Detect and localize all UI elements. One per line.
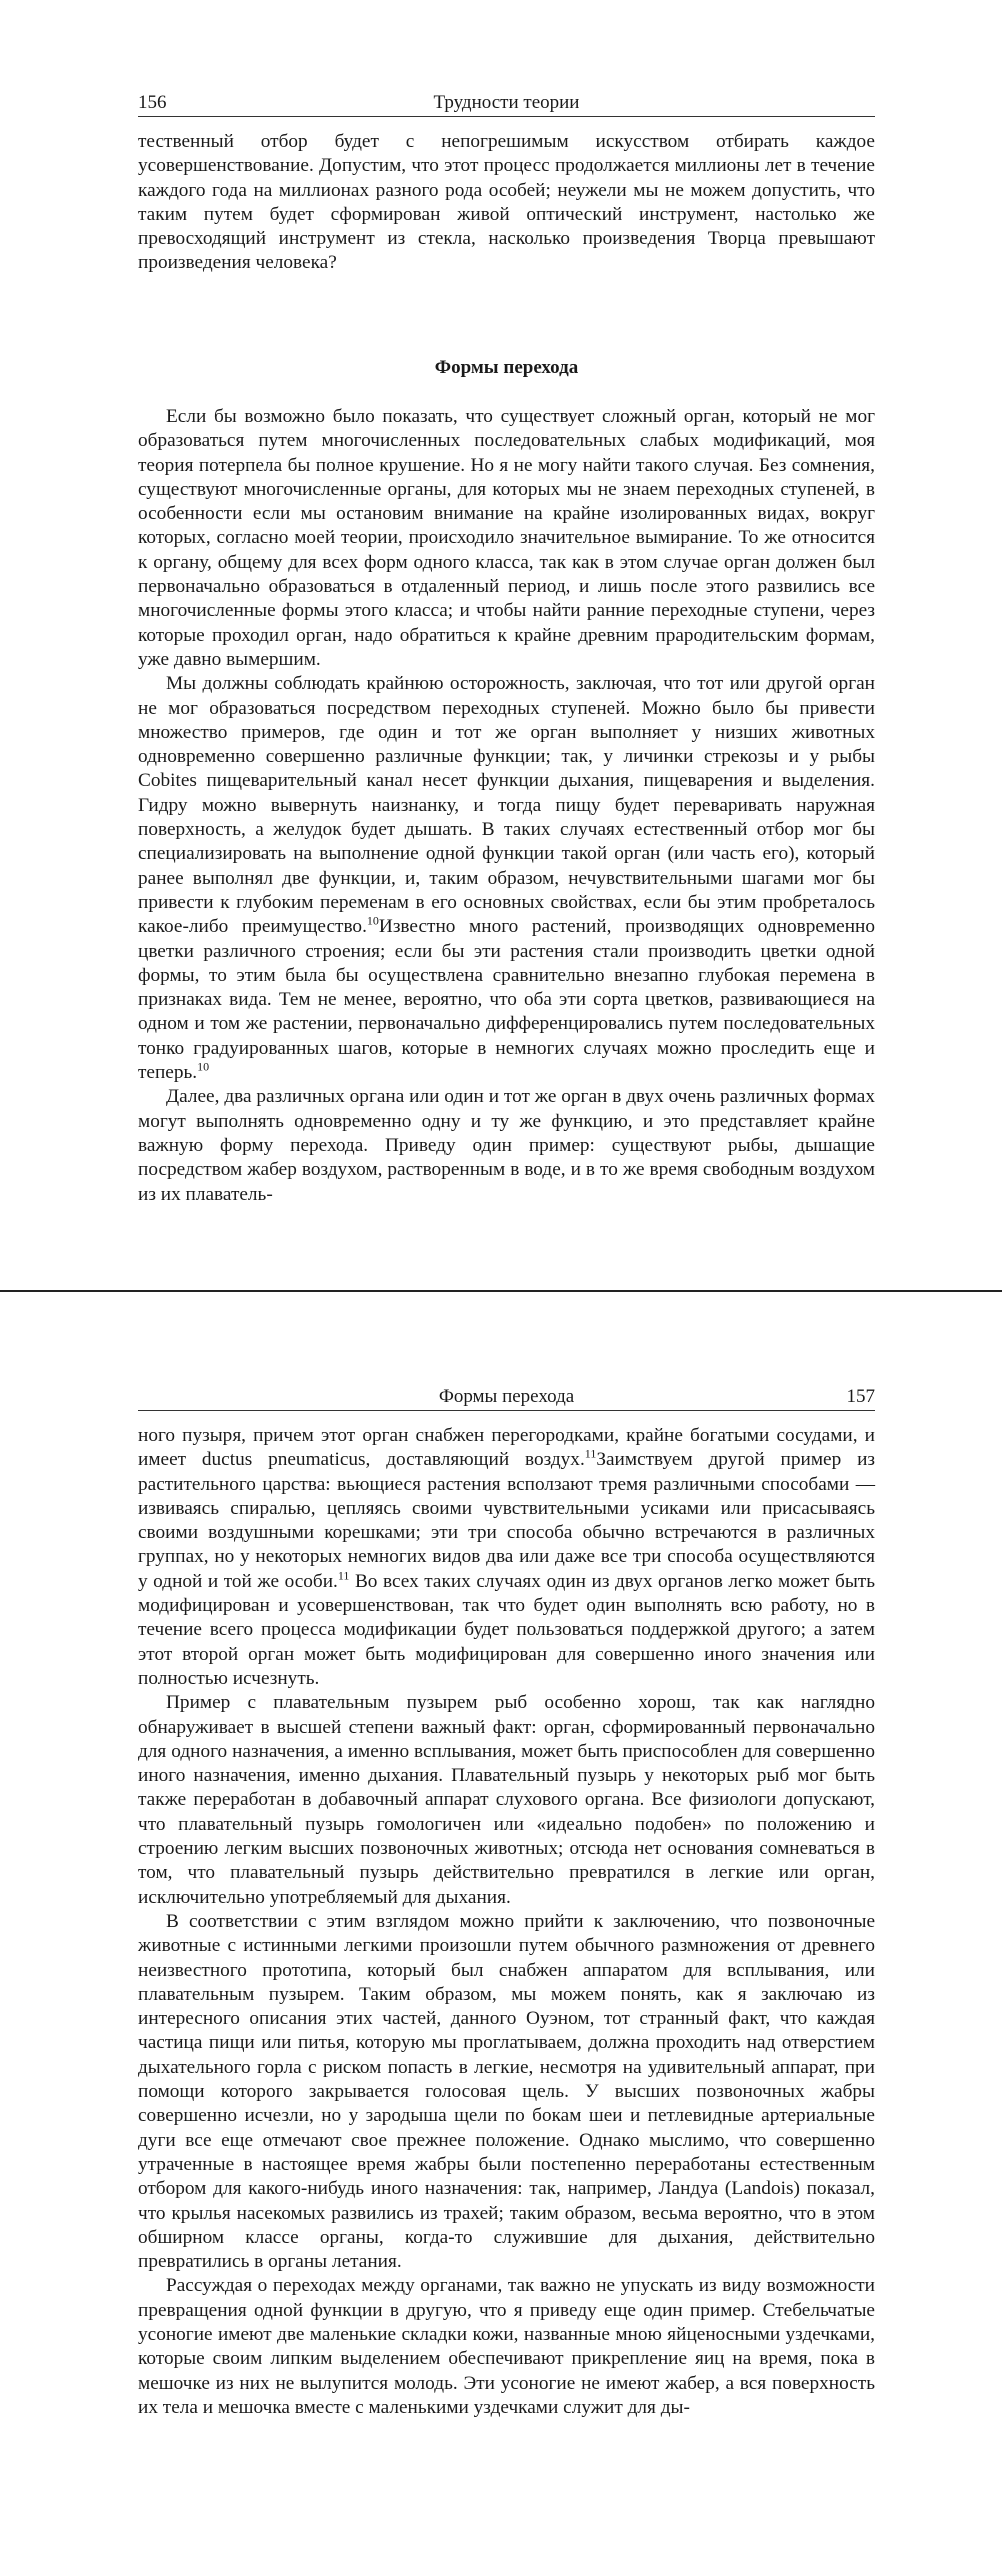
paragraph: Далее, два различных органа или один и тот же орган в двух очень различных формах могут выполнять одновременно одну и ту же функцию, и это представляет крайне важную форму перехода. Приведу один пример: существуют рыбы, дышащие посредством жабер воздухом, растворенным в воде, и в то же время свободным воздухом из их плаватель- — [138, 1086, 875, 1205]
paragraph: В соответствии с этим взглядом можно прийти к заключению, что позвоночные животные с истинными легкими произошли путем обычного размножения от древнего неизвестного прототипа, который был снабжен аппаратом для всплывания, или плавательным пузырем. Таким образом, мы можем понять, как я заключаю из интересного описания этих частей, данного Оуэном, тот странный факт, что каждая частица пищи или питья, которую мы проглатываем, должна проходить над отверстием дыхательного горла с риском попасть в легкие, несмотря на удивительный аппарат, при помощи которого закрывается голосовая щель. У высших позвоночных жабры совершенно исчезли, но у зародыша щели по бокам шеи и петлевидные артериальные дуги все еще отмечают свое прежнее положение. Однако мыслимо, что совершенно утраченные в настоящее время жабры были постепенно переработаны естественным отбором для какого-нибудь иного назначения: так, например, Ландуа (Landois) показал, что крылья насекомых развились из трахей; таким образом, весьма вероятно, что в этом обширном классе органы, когда-то служившие для дыхания, действительно превратились в органы летания. — [138, 1910, 875, 2273]
text-run: Во всех таких случаях один из двух органов легко может быть модифицирован и усовершенствован, так что будет один выполнять всю работу, но в течение всего процесса модификации будет пользоваться поддержкой другого; а затем этот второй орган может быть модифицирован для совершенно иного значения или полностью исчезнуть. — [138, 1570, 875, 1689]
footnote-ref: 10 — [366, 913, 379, 928]
running-header — [138, 90, 875, 117]
page-number: 157 — [846, 1386, 875, 1407]
body-text — [138, 1424, 875, 2420]
paragraph — [138, 1424, 875, 1691]
body-text-top — [138, 130, 875, 276]
text-run: Мы должны соблюдать крайнюю осторожность, заключая, что тот или другой орган не мог образоваться посредством переходных ступеней. Можно было бы привести множество примеров, где один и тот же орган выполняет у низших животных одновременно совершенно различные функции; так, у личинки стрекозы и у рыбы Cobites пищеварительный канал несет функции дыхания, пищеварения и выделения. Гидру можно вывернуть наизнанку, и тогда пищу будет переваривать наружная поверхность, а желудок будет дышать. В таких случаях естественный отбор мог бы специализировать на выполнение одной функции такой орган (или часть его), который ранее выполнял две функции, и, таким образом, нечувствительными шагами мог бы привести к глубоким переменам в его основных свойствах, если бы этим пробреталось какое-либо преимущество. — [138, 673, 875, 938]
text-run: Заимствуем другой пример из растительного царства: вьющиеся растения всползают тремя различными способами — извиваясь спиралью, цепляясь своими чувствительными усиками или присасываясь своими воздушными корешками; эти три способа обычно встречаются в различных группах, но у некоторых немногих видов два или даже все три способа осуществляются у одной и той же особи. — [138, 1449, 875, 1592]
paragraph: Если бы возможно было показать, что существует сложный орган, который не мог образоваться путем многочисленных последовательных слабых модификаций, моя теория потерпела бы полное крушение. Но я не могу найти такого случая. Без сомнения, существуют многочисленные органы, для которых мы не знаем переходных ступеней, в особенности если мы остановим внимание на крайне изолированных видах, вокруг которых, согласно моей теории, происходило значительное вымирание. То же относится к органу, общему для всех форм одного класса, так как в этом случае орган должен был первоначально образоваться в отдаленный период, и лишь после этого развились все многочисленные формы этого класса; и чтобы найти ранние переходные ступени, через которые проходил орган, надо обратиться к крайне древним прародительским формам, уже давно вымершим. — [138, 406, 875, 670]
running-header — [138, 1384, 875, 1411]
footnote-ref: 11 — [584, 1446, 597, 1461]
running-title: Формы перехода — [438, 1386, 575, 1407]
footnote-ref: 10 — [197, 1059, 210, 1074]
text-run: ного пузыря, причем этот орган снабжен перегородками, крайне богатыми сосудами, и имеет ductus pneumaticus, доставляющий воздух. — [138, 1425, 875, 1471]
footnote-ref: 11 — [337, 1568, 350, 1583]
page-157 — [0, 1290, 1002, 2556]
paragraph: Пример с плавательным пузырем рыб особенно хорош, так как наглядно обнаруживает в высшей степени важный факт: орган, сформированный первоначально для одного назначения, а именно всплывания, может быть приспособлен для совершенно иного назначения, именно дыхания. Плавательный пузырь у некоторых рыб мог быть также переработан в добавочный аппарат слухового органа. Все физиологи допускают, что плавательный пузырь гомологичен или «идеально подобен» по положению и строению легким высших позвоночных животных; отсюда нет основания сомневаться в том, что плавательный пузырь действительно превратился в легкие или орган, исключительно употребляемый для дыхания. — [138, 1692, 875, 1908]
body-text — [138, 405, 875, 1207]
intro-paragraph: тественный отбор будет с непогрешимым искусством отбирать каждое усовершенствование. Допустим, что этот процесс продолжается миллионы лет в течение каждого года на миллионах разного рода особей; неужели мы не можем допустить, что таким путем будет сформирован живой оптический инструмент, настолько же превосходящий инструмент из стекла, насколько произведения Творца превышают произведения человека? — [138, 131, 875, 274]
page-156 — [0, 0, 1002, 1264]
paragraph — [138, 672, 875, 1085]
page-number: 156 — [138, 92, 167, 113]
text-run: Известно много растений, производящих одновременно цветки различного строения; если бы эти растения стали производить цветки одной формы, то этим была бы осуществлена сравнительно внезапно глубокая перемена в признаках вида. Тем не менее, вероятно, что оба эти сорта цветков, развивающиеся на одном и том же растении, первоначально дифференцировались путем последовательных тонко градуированных шагов, которые в немногих случаях можно проследить еще и теперь. — [138, 916, 875, 1084]
paragraph: Рассуждая о переходах между органами, так важно не упускать из виду возможности превращения одной функции в другую, что я приведу еще один пример. Стебельчатые усоногие имеют две маленькие складки кожи, названные мною яйценосными уздечками, которые своим липким выделением обеспечивают прикрепление яиц на время, пока в мешочке из них не вылупится молодь. Эти усоногие не имеют жабер, а вся поверхность их тела и мешочка вместе с маленькими уздечками служит для ды- — [138, 2275, 875, 2418]
section-title: Формы перехода — [434, 357, 579, 378]
page-gap — [0, 1262, 1002, 1290]
running-title: Трудности теории — [433, 92, 580, 113]
